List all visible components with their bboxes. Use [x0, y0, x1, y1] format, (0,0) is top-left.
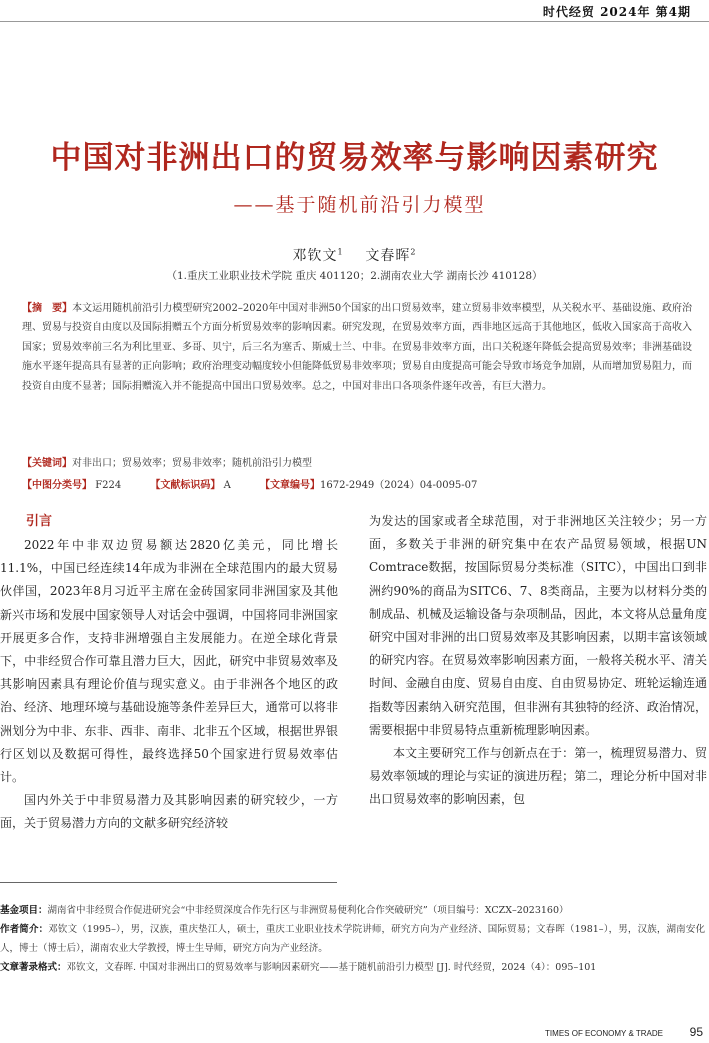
fund-note	[0, 901, 705, 920]
footnotes	[0, 901, 705, 977]
body-paragraph: 为发达的国家或者全球范围，对于非洲地区关注较少；另一方面，多数关于非洲的研究集中在农产品贸易领域，根据UN Comtrace数据，按国际贸易分类标准（SITC），中国出口到非洲约90%的商品为SITC6、7、8类商品，主要为以材料分类的制成品、机械及运输设备与杂项制品，因此，本文将从总量角度研究中国对非洲的出口贸易效率及其影响因素，以期丰富该领域的研究内容。在贸易效率影响因素方面，一般将关税水平、清关时间、金融自由度、贸易自由度、自由贸易协定、班轮运输连通指数等因素纳入研究范围，但非洲有其独特的经济、政治情况，需要根据中非贸易特点重新梳理影响因素。	[369, 514, 707, 737]
page-number: 95	[689, 1025, 703, 1039]
classification-line	[22, 476, 692, 491]
right-column	[369, 510, 707, 812]
article-number-label: 【文章编号】	[260, 480, 321, 491]
author-bio-note	[0, 920, 705, 958]
author-bio-text: 邓钦文（1995–），男，汉族，重庆垫江人，硕士，重庆工业职业技术学院讲师，研究方向为产业经济、国际贸易；文春晖（1981–），男，汉族，湖南安化人，博士（博士后），湖南农业大学教授，博士生导师，研究方向为产业经济。	[0, 924, 705, 954]
author-affil-mark: 2	[410, 247, 417, 257]
clc-value: F224	[95, 480, 122, 491]
citation-label: 文章著录格式：	[0, 962, 67, 973]
journal-name: TIMES OF ECONOMY & TRADE	[545, 1029, 663, 1038]
section-heading: 引言	[26, 514, 53, 529]
article-subtitle: ——基于随机前沿引力模型	[233, 194, 486, 216]
abstract	[22, 299, 692, 396]
doc-code-value: A	[223, 480, 231, 491]
doc-code-label: 【文献标识码】	[150, 480, 221, 491]
footnote-rule	[0, 882, 337, 883]
abstract-text: 本文运用随机前沿引力模型研究2002–2020年中国对非洲50个国家的出口贸易效率，建立贸易非效率模型，从关税水平、基础设施、政府治理、贸易与投资自由度以及国际捐赠五个方面分析贸易效率的影响因素。研究发现，在贸易效率方面，西非地区远高于其他地区，低收入国家高于高收入国家；贸易效率前三名为利比里亚、多哥、贝宁，后三名为塞舌、斯威士兰、中非。在贸易非效率方面，出口关税逐年降低会提高贸易效率；非洲基础设施水平逐年提高具有显著的正向影响；政府治理变动幅度较小但能降低贸易非效率项；贸易自由度提高可能会导致市场竞争加剧，从而增加贸易阻力，而投资自由度不显著；国际捐赠流入并不能提高中国出口贸易效率。总之，中国对非出口各项条件逐年改善，有巨大潜力。	[22, 303, 693, 392]
body-paragraph: 本文主要研究工作与创新点在于：第一，梳理贸易潜力、贸易效率领域的理论与实证的演进历程；第二，理论分析中国对非出口贸易效率的影响因素，包	[369, 746, 707, 807]
author-name: 邓钦文	[292, 248, 338, 264]
citation-note	[0, 958, 705, 977]
clc-label: 【中图分类号】	[22, 480, 92, 491]
abstract-label: 【摘 要】	[22, 303, 73, 314]
affiliation: （1.重庆工业职业技术学院 重庆 401120；2.湖南农业大学 湖南长沙 410128）	[166, 270, 543, 282]
author-affil-mark: 1	[337, 247, 344, 257]
left-column	[0, 510, 338, 836]
author-name: 文春晖	[365, 248, 411, 264]
article-number-value: 1672-2949（2024）04-0095-07	[320, 480, 478, 491]
article-title: 中国对非洲出口的贸易效率与影响因素研究	[50, 140, 659, 176]
citation-text: 邓钦文，文春晖. 中国对非洲出口的贸易效率与影响因素研究——基于随机前沿引力模型 [J]. 时代经贸，2024（4）：095–101	[66, 962, 597, 973]
fund-text: 湖南省中非经贸合作促进研究会“中非经贸深度合作先行区与非洲贸易便利化合作突破研究”（项目编号：XCZX–2023160）	[47, 905, 569, 916]
keywords-text: 对非出口；贸易效率；贸易非效率；随机前沿引力模型	[72, 458, 312, 469]
header-rule	[0, 21, 709, 22]
running-header	[0, 0, 709, 22]
body-paragraph: 2022年中非双边贸易额达2820亿美元，同比增长11.1%，中国已经连续14年成为非洲在全球范围内的最大贸易伙伴国，2023年8月习近平主席在金砖国家同非洲国家及其他新兴市场和发展中国家领导人对话会中强调，中国将同非洲国家开展更多合作，支持非洲增强自主发展能力。在逆全球化背景下，中非经贸合作可靠且潜力巨大，因此，研究中非贸易效率及其影响因素具有理论价值与现实意义。由于非洲各个地区的政治、经济、地理环境与基础设施等条件差异巨大，通常可以将非洲划分为中非、东非、西非、南非、北非五个区域，根据世界银行区划以及数据可得性，最终选择50个国家进行贸易效率估计。	[0, 538, 338, 785]
author-bio-label: 作者简介：	[0, 924, 49, 935]
keywords-label: 【关键词】	[22, 458, 72, 469]
keywords	[22, 454, 692, 469]
body-paragraph: 国内外关于中非贸易潜力及其影响因素的研究较少，一方面，关于贸易潜力方向的文献多研究经济较	[0, 793, 338, 831]
fund-label: 基金项目：	[0, 905, 48, 916]
running-head: 时代经贸 2024年 第4期	[542, 5, 691, 19]
author-line	[0, 245, 709, 265]
